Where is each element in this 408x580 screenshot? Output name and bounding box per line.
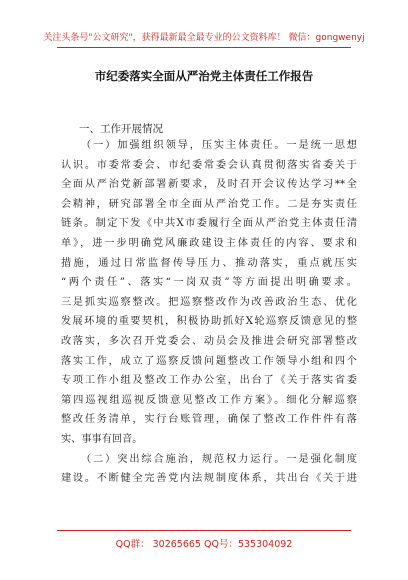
section-heading: 一、工作开展情况: [79, 123, 163, 135]
body-line: 全面从严治党新部署新要求，及时召开会议传达学习**全: [61, 179, 357, 191]
header-watermark-note: 关注头条号"公文研究"，获得最新最全最专业的公文资料库！ 微信：gongwenyj: [43, 33, 365, 43]
body-line: 实、事事有回音。: [61, 433, 143, 445]
body-line: 改落实，多次召开党委会、动员会及推进会研究部署整改: [61, 335, 357, 347]
document-body: [61, 136, 357, 489]
body-line: 措施，通过日常监督传导压力、推动落实，重点就压实: [61, 257, 357, 269]
body-line: 发展环境的重要契机，积极协助抓好X轮巡察反馈意见的整: [61, 316, 357, 328]
body-line: （二）突出综合施治，规范权力运行。一是强化制度: [81, 453, 357, 465]
body-line: “两个责任”、落实“一岗双责”等方面提出明确要求。: [61, 277, 357, 289]
body-line: 单》，进一步明确党风廉政建设主体责任的内容、要求和: [61, 237, 357, 249]
body-line: 会精神，研究部署全市全面从严治党工作。二是夯实责任: [61, 198, 357, 210]
body-line: （一）加强组织领导，压实主体责任。一是统一思想: [81, 140, 357, 151]
body-line: 专项工作小组及整改工作办公室，出台了《关于落实省委: [61, 375, 357, 387]
body-line: 整改任务清单，实行台账管理，确保了整改工作件件有落: [61, 414, 357, 426]
body-line: 链条。制定下发《中共X市委履行全面从严治党主体责任清: [61, 218, 357, 230]
body-line: 第四巡视组巡视反馈意见整改工作方案》。细化分解巡察: [61, 394, 357, 406]
header-divider: [57, 47, 351, 48]
body-line: 认识。市委常委会、市纪委常委会认真贯彻落实省委关于: [61, 159, 357, 171]
body-line: 建设。不断健全完善党内法规制度体系，共出台《关于进: [61, 473, 357, 485]
footer-contact-note: QQ群： 30265665 QQ号：535304092: [115, 539, 293, 550]
document-title: 市纪委落实全面从严治党主体责任工作报告: [94, 69, 314, 83]
body-line: 三是抓实巡察整改。把巡察整改作为改善政治生态、优化: [61, 296, 357, 308]
body-line: 落实工作，成立了巡察反馈问题整改工作领导小组和四个: [61, 355, 357, 367]
footer-divider: [57, 530, 351, 531]
